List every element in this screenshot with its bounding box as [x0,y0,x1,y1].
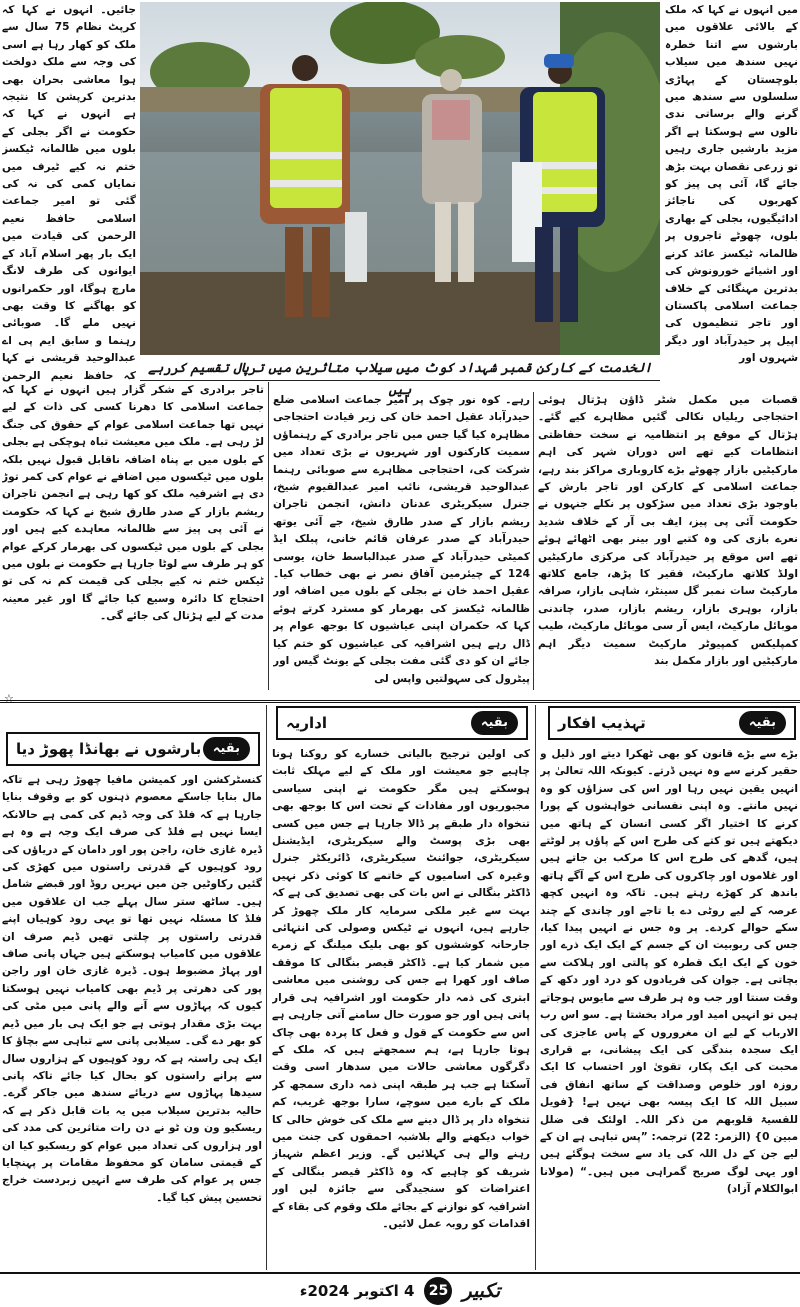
page-footer [0,1275,800,1307]
section-header-barishon [6,732,260,766]
issue-date: 4 اکتوبر 2024ء [299,1282,415,1300]
section-title: بارشوں نے بھانڈا پھوڑ دیا [16,740,202,758]
photo-illustration [140,2,660,355]
column-divider [268,382,269,690]
mid-column-center: رہے۔ کوہ نور چوک پر امیر جماعت اسلامی ضلع حیدرآباد عقیل احمد خان کی زیر قیادت احتجاجی مظاہرہ کیا گیا جس میں تاجر برادری کے رہنماؤں سمیت کارکنوں اور شہریوں نے بڑی تعداد میں شرکت کی، احتجاجی مظاہرے سے صوبائی رہنما عبدالوحید قریشی، نائب امیر عبدالقیوم شیخ، جنرل سیکریٹری عدنان دانش، انجمن تاجران ریشم بازار کے صدر طارق شیخ، جے آئی یوتھ حیدرآباد کے صدر عرفان قائم خانی، پبلک ایڈ کمیٹی حیدرآباد کے صدر عبدالباسط خان، یوسی 124 کے چیئرمین آفاق نصر نے بھی خطاب کیا۔ عقیل احمد خان نے بجلی کے بلوں میں اضافہ اور ظالمانہ ٹیکسز کی بھرمار کو مسترد کرتے ہوئے کہا کہ حکمران اپنی عیاشیوں کا بوجھ عوام پر ڈال رہے ہیں اشرافیہ کی عیاشیوں کو ختم کیا جائے ان کو دی گئی مفت بجلی کے یونٹ گیس اور پیٹرول کی سہولتیں واپس لی [273,394,530,685]
continued-badge: بقیہ [739,711,786,735]
star-icon: ☆ [4,692,14,705]
footer-rule [0,1272,800,1274]
section-title: تہذیب افکار [558,714,646,732]
column-divider [266,705,267,1270]
flood-relief-photo [140,2,660,355]
bottom-right-column: بڑے سے بڑے قانون کو بھی ٹھکرا دیتے اور ذلیل و حقیر کرنے سے وہ نہیں ڈرتے۔ کیونکہ اللہ تعالیٰ پر انہیں یقین نہیں رہا اور اس کی سزاؤں کو وہ نہیں مانتے۔ وہ اپنی نفسانی خواہشوں کے پورا کرنے کا اختیار اگر کسی انسان کے ہاتھ میں دیکھتے ہیں تو کتے کی طرح اس کے پاؤں پر لوٹتے ہیں، گدھے کی طرح اس کا مرکب بن جاتے ہیں اور غلاموں اور چاکروں کی طرح اس کے آگے ہاتھ باندھ کر کھڑے رہتے ہیں۔ تاکہ وہ انہیں کچھ عرصہ کے لیے روٹی دے یا تاجے اور چاندی کے چند سکے حوالے کردے۔ پر وہ جس نے انہیں پیدا کیا، جس کی ربوبیت ان کے جسم کے ایک ایک ذرے اور خون کے ایک ایک قطرہ کو پالتی اور ہلاکت سے بچاتی ہے۔ جوان کی فریادوں کو درد اور دکھ کے وقت سنتا اور جب وہ ہر طرف سے مایوس ہوجاتے ہیں تو انہیں امید اور مراد بخشتا ہے۔ سو اس رب الارباب کے لیے ان مغروروں کے پاس عاجزی کی ایک سجدہ بندگی کی ایک پیشانی، بے قراری محبت کی ایک پکار، تقویٰ اور احتساب کا ایک روزہ اور خلوص وصداقت کے ساتھ انفاق فی سبیل اللہ کا ایک پیسہ بھی نہیں ہے! {فویل للقسیۃ قلوبھم من ذکر اللہ۔ اولئک فی ضلل مبین 0} (الزمر: 22) ترجمہ: ”پس تباہی ہے ان کے لیے جن کے دل اللہ کی یاد سے سخت ہوگئے ہیں اور یہی لوگ صریح گمراہی میں ہیں۔“ (مولانا ابوالکلام آزاد) [540,748,798,1196]
bottom-left-column: کنسٹرکشن اور کمیشن مافیا چھوڑ رہی ہے تاکہ مال بنایا جاسکے معصوم ذہنوں کو بے وقوف بنایا جارہا ہے کہ فلڈ کی وجہ ڈیم کی کمی ہے حالانکہ ایسا نہیں ہے فلڈ کی صرف ایک وجہ ہے وہ ہے ڈیرہ غازی خان، راجن پور اور دامان کے دریاؤں کی رود کوہیوں کے قدرتی راستوں میں کھڑی کی گئیں رکاوٹیں جن میں نہریں روڈ اور قبضے شامل ہیں۔ ساٹھ ستر سال پہلے جب ان علاقوں میں فلڈ کا مسئلہ نہیں تھا تو یہی رود کوہیاں اپنے قدرتی راستوں پر چلتی تھیں ڈیم صرف ان علاقوں میں کامیاب ہوسکتے ہیں جہاں پانی صاف اور پہاڑ مضبوط ہوں۔ ڈیرہ غازی خان اور راجن پور کی دھرتی پر ڈیم بھی کامیاب نہیں ہوسکتا کیوں کہ پہاڑوں سے آنے والے پانی میں مٹی کی بہت بڑی مقدار ہوتی ہے جو ایک ہی بار میں ڈیم کو بھر دے گی۔ سیلابی پانی سے تباہی سے بچاؤ کا ایک ہی راستہ ہے کہ رود کوہیوں کے ہزاروں سال سے پرانے راستوں کو بحال کیا جائے تاکہ پانی سیدھا پہاڑوں سے دریائے سندھ میں جاکر گرے۔ حالیہ بدترین سیلاب میں یہ بات قابل ذکر ہے کہ ریسکیو ون ون ٹو نے دن رات متاثرین کی مدد کی اور ہزاروں کی تعداد میں عوام کو ریسکیو کیا ان کے قیمتی سامان کو محفوظ مقامات پر پہنچایا جس پر عوام کی طرف سے انہیں زبردست خراج تحسین پیش کیا گیا۔ [2,774,262,1204]
continued-badge: بقیہ [471,711,518,735]
masthead: تکبیر [462,1280,501,1302]
top-right-column: میں انہوں نے کہا کہ ملک کے بالائی علاقوں میں بارشوں سے اتنا خطرہ نہیں سندھ میں سیلاب بلوچستان کے پہاڑی سلسلوں سے سندھ میں گرنے والے برساتی ندی نالوں سے ہوسکتا ہے اگر مزید بارشیں جاری رہیں تو زرعی نقصان بہت بڑھ جائے گا، آئی پی پیز کو کھربوں کی ناجائز ادائیگیوں، بجلی کے بھاری بلوں، چھوٹے تاجروں پر ظالمانہ ٹیکسز عائد کرنے اور اشیائے خورونوش کی بدترین مہنگائی کے خلاف جماعت اسلامی پاکستان اور تاجر تنظیموں کی اپیل پر حیدرآباد اور دیگر شہروں اور [665,4,798,365]
top-left-column: جائیں۔ انہوں نے کہا کہ کرپٹ نظام 75 سال سے ملک کو کھار رہا ہے اسی کی وجہ سے ملک دولخت ہوا معاشی بحران بھی بدترین کرپشن کا نتیجہ ہے انہوں نے کہا کہ حکومت نے اگر بجلی کے بلوں میں ظالمانہ ٹیکسز ختم نہ کیے ٹیرف میں نمایاں کمی کی نہ کی گئی تو امیر جماعت اسلامی حافظ نعیم الرحمن کی قیادت میں ایک بار پھر اسلام آباد کے ایوانوں کی طرف لانگ مارچ ہوگا، اور حکمرانوں کو بھاگنے کا وقت بھی نہیں ملے گا۔ صوبائی رہنما و سابق ایم پی اے عبدالوحید قریشی نے کہا کہ حافظ نعیم الرحمن [2,4,136,382]
column-divider [533,392,534,690]
continued-badge: بقیہ [203,737,250,761]
section-header-tahzeeb [548,706,796,740]
section-title: اداریہ [286,714,328,732]
column-divider [535,705,536,1270]
section-separator [0,700,800,703]
mid-column-right: قصبات میں مکمل شٹر ڈاؤن ہڑتال ہوئی احتجاجی ریلیاں نکالی گئیں مظاہرے کیے گئے۔ ہڑتال کے موقع پر انتظامیہ نے سخت حفاظتی انتظامات کیے تھے اس دوران شہر کی اہم مارکیٹیں بازار چھوٹے بڑے کاروباری مراکز بند رہے، جماعت اسلامی کے کارکن اور تاجر بارش کے باوجود بڑی تعداد میں سڑکوں پر نکلے جنہوں نے حکومت آئی پی پیز، ایف بی آر کے خلاف شدید نعرے بازی کی وہ کتبے اور بینر بھی اٹھائے ہوئے تھے اس موقع پر حیدرآباد کی مرکزی مارکیٹیں اولڈ کلاتھ مارکیٹ، فقیر کا پڑھ، جامع کلاتھ مارکیٹ سات نمبر گل سینٹر، شاہی بازار، صرافہ بازار، بوہری بازار، ریشم بازار، صدر، چاندنی موبائل مارکیٹ، ایس آر سی موبائل مارکیٹ، طیب کمپلیکس کمپیوٹر مارکیٹ سمیت دیگر اہم مارکیٹیں اور بازار مکمل بند [538,394,798,668]
bottom-middle-column: کی اولین ترجیح بالیاتی خسارے کو روکنا ہونا چاہیے جو معیشت اور ملک کے لیے مہلک ثابت ہوسکتے ہیں مگر حکومت نے اپنی سیاسی مجبوریوں اور مفادات کے تحت اس کا بوجھ بھی تنخواہ دار طبقے پر ڈالا جارہا ہے جس میں کسی بھی بڑی پوسٹ والے سیکریٹری، ایڈیشنل سیکریٹری، جوائنٹ سیکریٹری، ڈائریکٹر جنرل وغیرہ کی اسامیوں کے خاتمے کا کوئی ذکر نہیں ڈاکٹر بنگالی نے اس بات کی بھی تصدیق کی ہے کہ بہت سے غیر ملکی سرمایہ کار ملک چھوڑ کر جارہے ہیں، انہوں نے ٹیکس وصولی کی انتہائی جارحانہ کوششوں کو بھی بلیک میلنگ کے زمرے میں شمار کیا ہے۔ ڈاکٹر قیصر بنگالی کا موقف صاف اور کھرا ہے جس کی روشنی میں معاشی ابتری کی ذمہ دار حکومت اور اشرافیہ ہی قرار پاتی ہیں اور جو صورت حال سامنے آتی جارہی ہے اس سے حکومت کے قول و فعل کا پردہ بھی چاک ہوتا جارہا ہے، ہم سمجھتے ہیں کہ ملک کے دگرگوں معاشی حالات میں سدھار اسی وقت آسکتا ہے جب ہر طبقہ اپنی ذمہ داری سمجھ کر ملک کے بارے میں سوچے، سارا بوجھ غریب، کم تنخواہ دار پر ڈال دینے سے ملک کی خوش حالی کا خواب دیکھنے والے بلاشبہ احمقوں کی جنت میں رہنے والے ہی کہلائیں گے۔ وزیر اعظم شہباز شریف کو چاہیے کہ وہ ڈاکٹر قیصر بنگالی کے اعتراضات کو سنجیدگی سے جائزہ لیں اور اشرافیہ کو نوازنے کے بجائے ملک وقوم کی بقاء کے اقدامات کو روبہ عمل لائیں۔ [272,748,530,1230]
photo-caption: الخدمت کے کارکن قمبر شہداد کوٹ میں سیلاب متاثرین میں ترپال تقسیم کررہے ہیں [140,358,660,380]
mid-column-left: تاجر برادری کے شکر گزار ہیں انہوں نے کہا کہ جماعت اسلامی کا دھرنا کسی کی ذات کے لیے نہیں تھا جماعت اسلامی عوام کے حقوق کی جنگ لڑ رہی ہے۔ ملک میں معیشت تباہ ہوچکی ہے بجلی کے بلوں میں بے پناہ اضافہ ناقابل قبول نہیں بلکہ بلوں میں ٹیکسوں میں اضافے نے عوام کی کمر توڑ دی ہے اشرفیہ ملک کو کھا رہی ہے انجمن تاجران ریشم بازار کے صدر طارق شیخ نے کہا کہ حکومت نے آئی پی پیز سے ظالمانہ معاہدے کیے ہیں اور بجلی کے بلوں میں ٹیکسوں کی بھرمار کرکے عوام کو ہر طرف سے لوٹا جارہا ہے حکومت نے بلوں میں ٹیکس ختم نہ کیے بجلی کی قیمت کم نہ کی تو احتجاج کا دائرہ وسیع کیا جائے گا اور غیر معینہ مدت کے لیے ہڑتال کی جائے گی۔ [2,384,264,623]
page-number: 25 [424,1277,452,1305]
section-header-idaria [276,706,528,740]
caption-rule [140,380,660,381]
